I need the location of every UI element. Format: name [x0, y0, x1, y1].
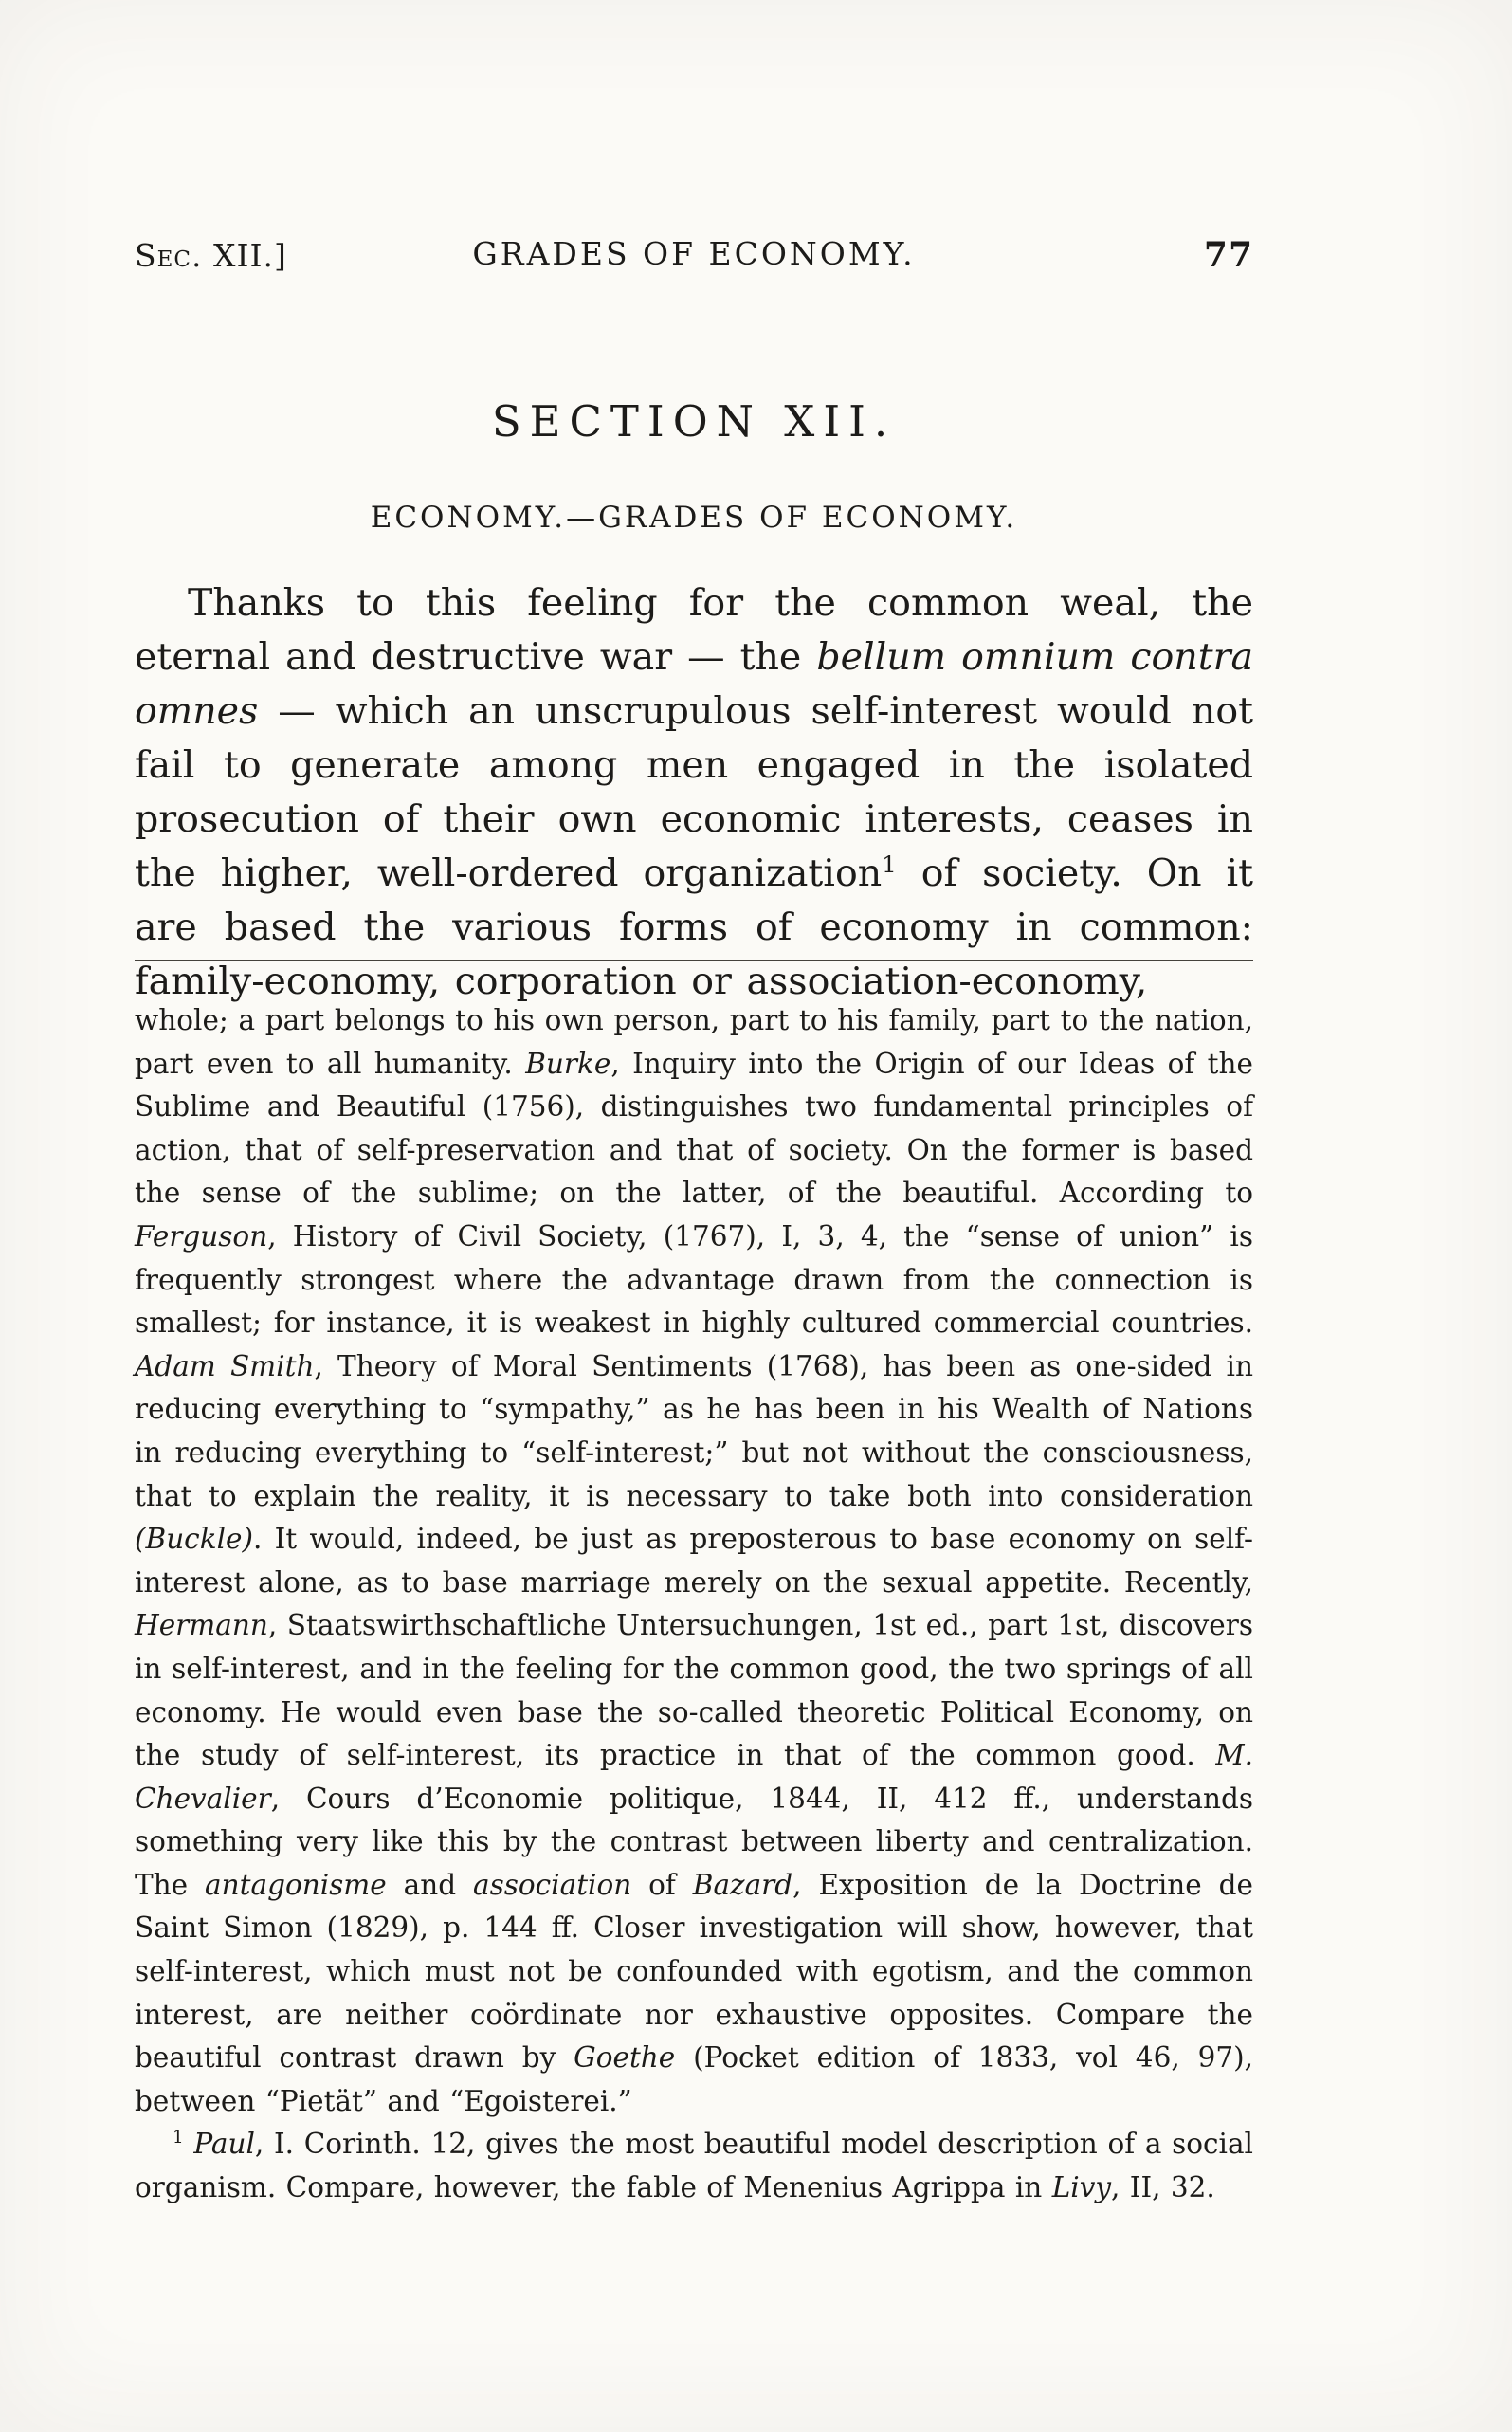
page-number: 77: [1203, 235, 1253, 275]
running-title: GRADES OF ECONOMY.: [472, 235, 916, 272]
section-title: SECTION XII.: [491, 396, 897, 447]
footnote-separator: [135, 960, 1253, 961]
footnotes-block: [135, 999, 1253, 2210]
body-paragraph: Thanks to this feeling for the common weal, the eternal and destructive war — the bellum omnium contra omnes — which an unscrupulous self-interest would not fail to generate among men engaged in the isolated prosecution of their own economic interests, ceases in the higher, well-ordered organization$^1$ of society. On it are based the various forms of economy in common: family-economy, corporation or association-economy,: [135, 581, 1253, 1003]
running-header: [135, 235, 1253, 275]
body-text: [135, 576, 1253, 1009]
section-subtitle: ECONOMY.—GRADES OF ECONOMY.: [370, 501, 1018, 535]
section-label: Sec. XII.]: [135, 237, 287, 274]
footnote-continuation-paragraph: whole; a part belongs to his own person, part to his family, part to the nation, part even to all humanity. Burke, Inquiry into the Origin of our Ideas of the Sublime and Beautiful (1756), distinguishes two fundamental principles of action, that of self-preservation and that of society. On the former is based the sense of the sublime; on the latter, of the beautiful. According to Ferguson, History of Civil Society, (1767), I, 3, 4, the “sense of union” is frequently strongest where the advantage drawn from the connection is smallest; for instance, it is weakest in highly cultured commercial countries. Adam Smith, Theory of Moral Sentiments (1768), has been as one-sided in reducing everything to “sympathy,” as he has been in his Wealth of Nations in reducing everything to “self-interest;” but not without the consciousness, that to explain the reality, it is necessary to take both into consideration (Buckle). It would, indeed, be just as preposterous to base economy on self-interest alone, as to base marriage merely on the sexual appetite. Recently, Hermann, Staatswirthschaftliche Untersuchungen, 1st ed., part 1st, discovers in self-interest, and in the feeling for the common good, the two springs of all economy. He would even base the so-called theoretic Political Economy, on the study of self-interest, its practice in that of the common good. M. Chevalier, Cours d’Economie politique, 1844, II, 412 ff., understands something very like this by the contrast between liberty and centralization. The antagonisme and association of Bazard, Exposition de la Doctrine de Saint Simon (1829), p. 144 ff. Closer investigation will show, however, that self-interest, which must not be confounded with egotism, and the common interest, are neither coördinate nor exhaustive opposites. Compare the beautiful contrast drawn by Goethe (Pocket edition of 1833, vol 46, 97), between “Pietät” and “Egoisterei.”: [135, 1004, 1253, 2117]
footnote-1-paragraph: $^1$ Paul, I. Corinth. 12, gives the most beautiful model description of a social organism. Compare, however, the fable of Menenius Agrippa in Livy, II, 32.: [135, 2128, 1253, 2204]
